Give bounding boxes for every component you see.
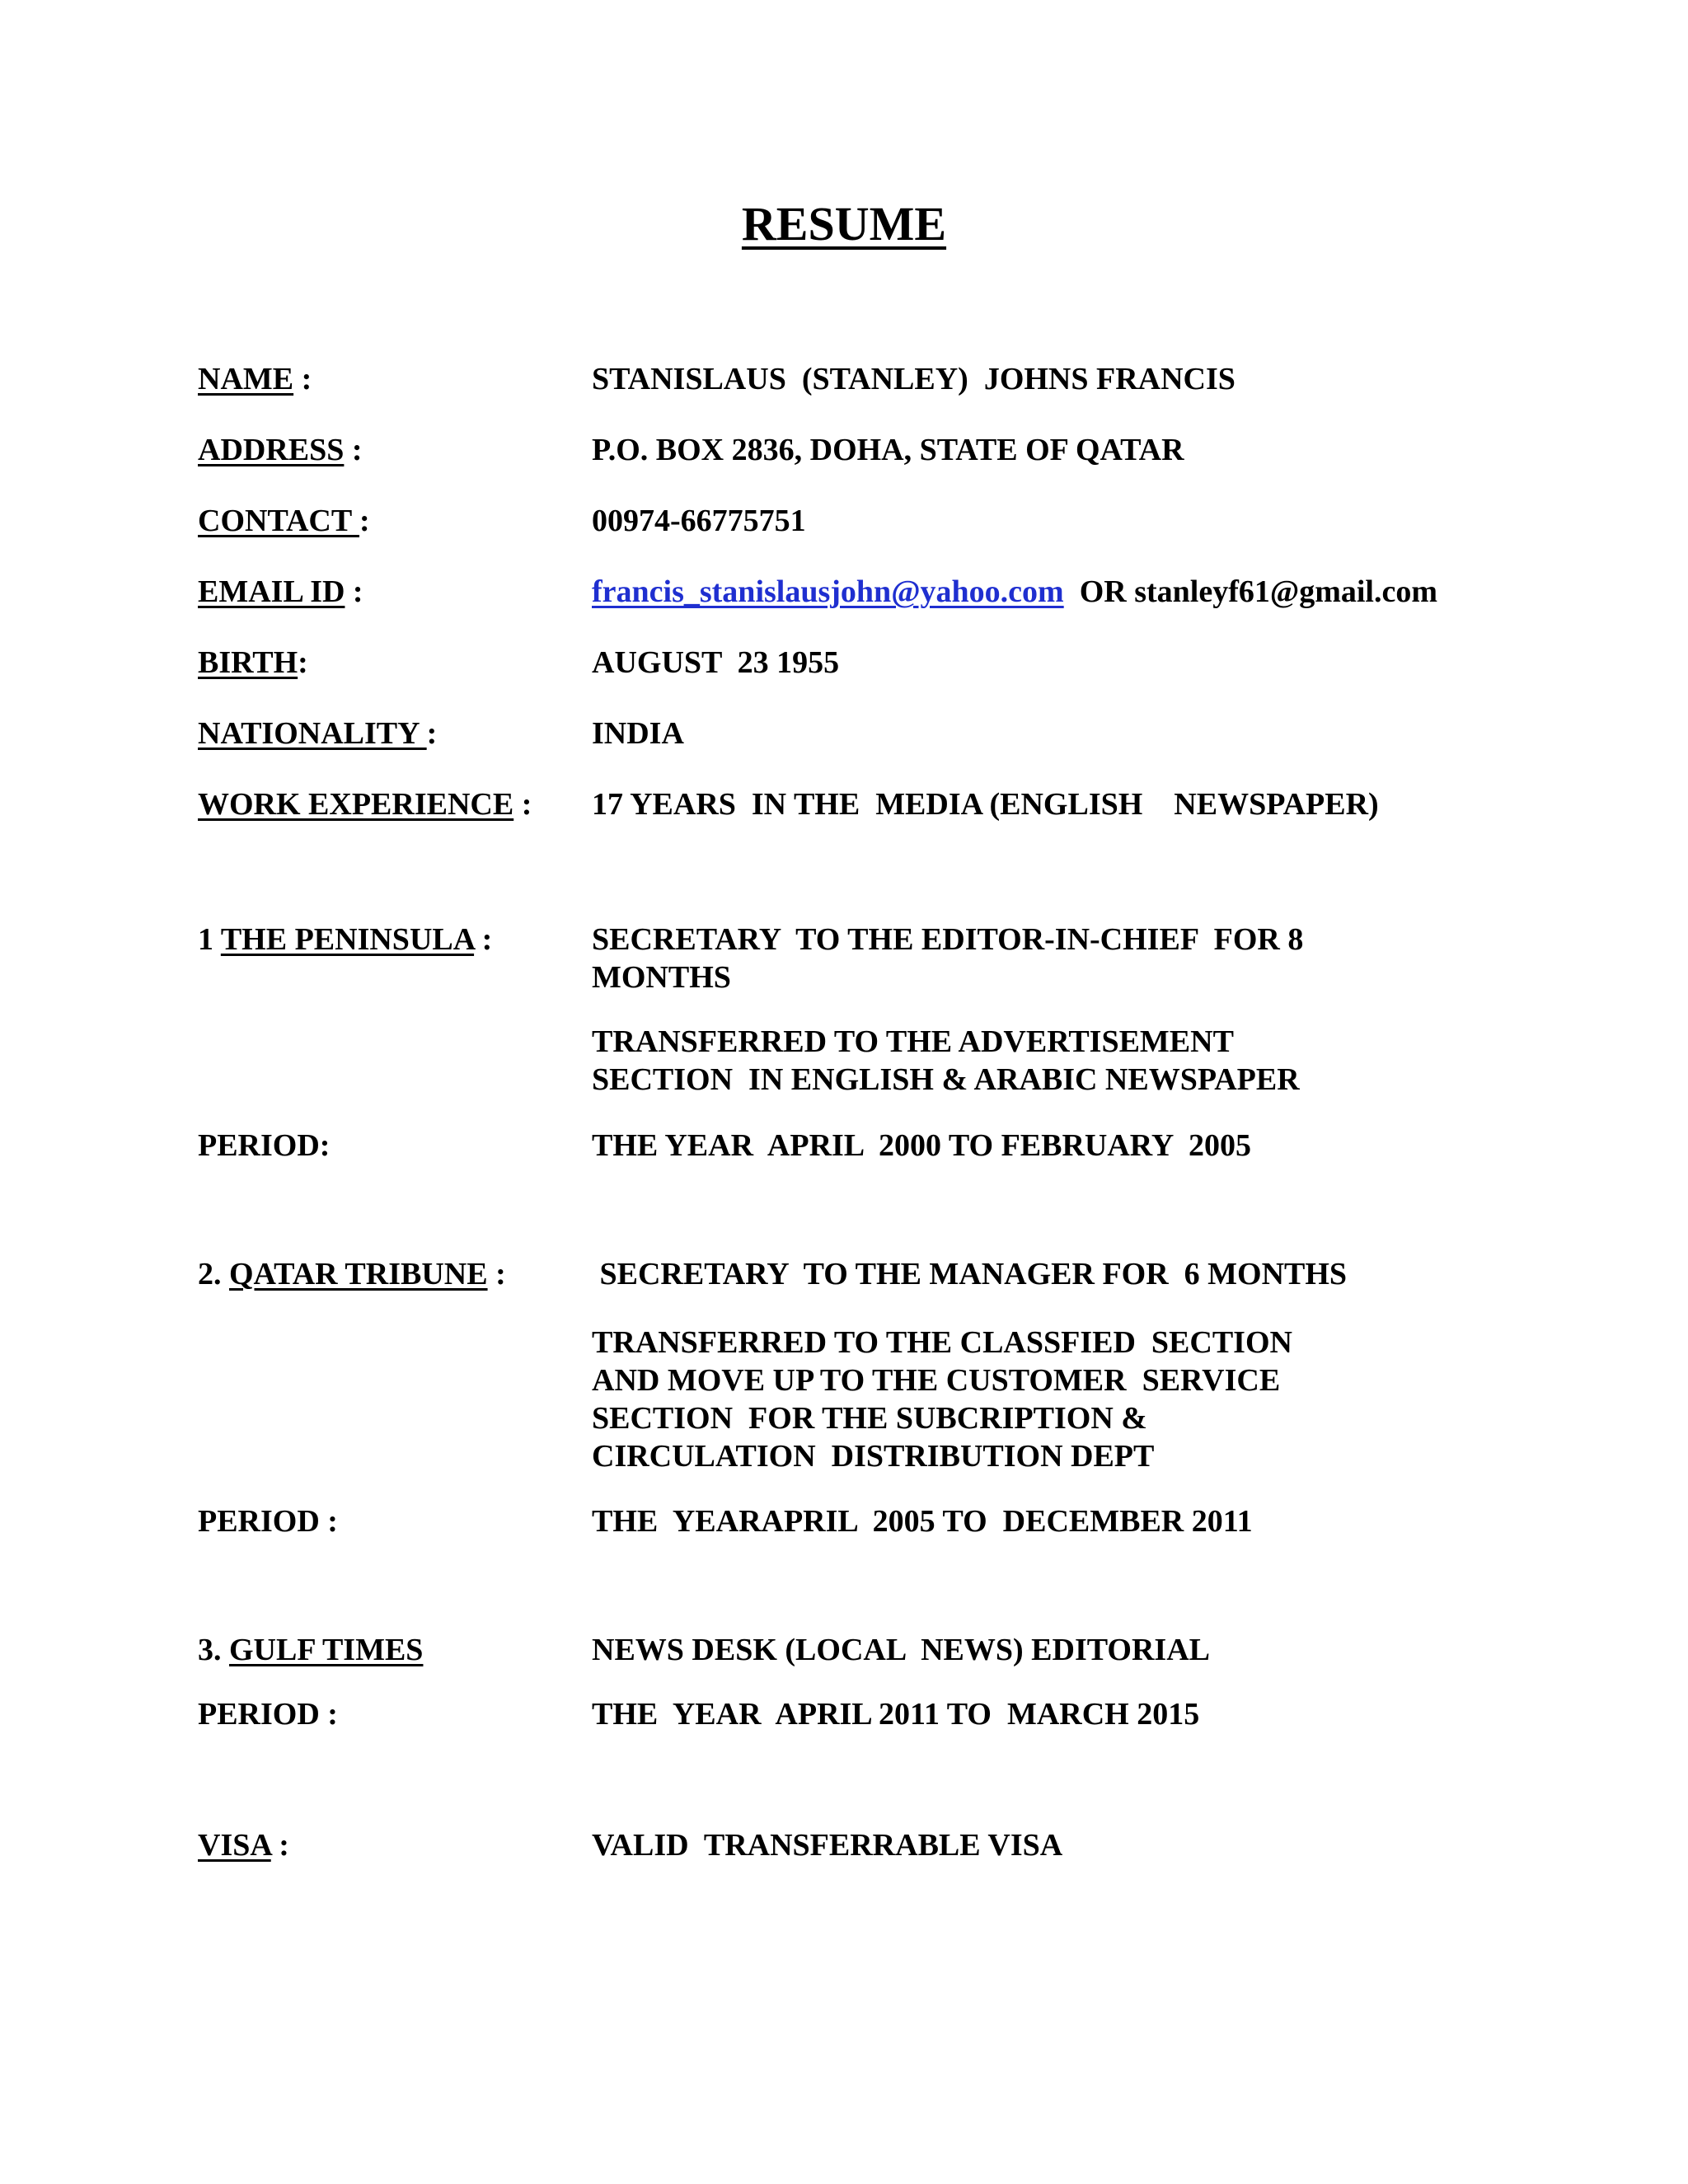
contact-value: 00974-66775751 — [592, 504, 806, 538]
job-1-period-label: PERIOD: — [198, 1128, 331, 1163]
nationality-value: INDIA — [592, 716, 684, 751]
job-3-company: 3. GULF TIMES — [198, 1633, 424, 1667]
birth-value: AUGUST 23 1955 — [592, 645, 840, 680]
contact-label: CONTACT : — [198, 504, 370, 538]
job-1-company: 1 THE PENINSULA : — [198, 922, 493, 957]
name-value: STANISLAUS (STANLEY) JOHNS FRANCIS — [592, 362, 1236, 396]
visa-label: VISA : — [198, 1828, 289, 1863]
email-label: EMAIL ID : — [198, 574, 363, 609]
page-title: RESUME — [741, 197, 947, 251]
visa-value: VALID TRANSFERRABLE VISA — [592, 1828, 1063, 1863]
address-value: P.O. BOX 2836, DOHA, STATE OF QATAR — [592, 433, 1184, 467]
job-3-period-value: THE YEAR APRIL 2011 TO MARCH 2015 — [592, 1697, 1200, 1732]
job-1-period-value: THE YEAR APRIL 2000 TO FEBRUARY 2005 — [592, 1128, 1251, 1163]
job-2-company: 2. QATAR TRIBUNE : — [198, 1257, 506, 1291]
work-experience-label: WORK EXPERIENCE : — [198, 787, 532, 822]
job-2-period-label: PERIOD : — [198, 1504, 338, 1539]
job-3-period-label: PERIOD : — [198, 1697, 338, 1732]
email-value: francis_stanislausjohn@yahoo.com OR stanleyf61@gmail.com — [592, 574, 1437, 609]
email-secondary: stanleyf61@gmail.com — [1134, 574, 1437, 609]
work-experience-value: 17 YEARS IN THE MEDIA (ENGLISH NEWSPAPER) — [592, 787, 1379, 822]
job-2-period-value: THE YEARAPRIL 2005 TO DECEMBER 2011 — [592, 1504, 1253, 1539]
birth-label: BIRTH: — [198, 645, 308, 680]
job-3-role: NEWS DESK (LOCAL NEWS) EDITORIAL — [592, 1633, 1210, 1667]
name-label: NAME : — [198, 362, 312, 396]
job-2-role: SECRETARY TO THE MANAGER FOR 6 MONTHS — [592, 1257, 1348, 1291]
nationality-label: NATIONALITY : — [198, 716, 438, 751]
email-primary-link[interactable]: francis_stanislausjohn@yahoo.com — [592, 574, 1064, 609]
job-1-role: SECRETARY TO THE EDITOR-IN-CHIEF FOR 8 MONTHS — [592, 922, 1304, 995]
address-label: ADDRESS : — [198, 433, 363, 467]
resume-page: RESUME NAME : STANISLAUS (STANLEY) JOHNS FRANCIS ADDRESS : P.O. BOX 2836, DOHA, STATE OF QATAR CONTACT : 00974-66775751 EMAIL ID : francis_stanislausjohn@yahoo.com OR stanleyf61@gmail.com BIRTH: AUGUST 23 1955 NATIONALITY : INDIA WORK EXPERIENCE : 17 YEARS IN THE MEDIA (ENGLISH NEWSPAPER) 1 THE PENINSULA : SECRETARY TO THE EDITOR-IN-CHIEF FOR 8 MONTHS TRANSFERRED TO THE ADVERTISEMENT SECTION IN ENGLISH & ARABIC NEWSPAPER PERIOD: THE YEAR APRIL 2000 TO FEBRUARY 2005 2. QATAR TRIBUNE : SECRETARY TO THE MANAGER FOR 6 MONTHS TRANSFERRED TO THE CLASSFIED SECTION AND MOVE UP TO THE CUSTOMER SERVICE SECTION FOR THE SUBCRIPTION & CIRCULATION DISTRIBUTION DEPT PERIOD : THE YEARAPRIL 2005 TO DECEMBER 2011 3. GULF TIMES NEWS DESK (LOCAL NEWS) EDITORIAL PERIOD : THE YEAR APRIL 2011 TO MARCH 2015 VISA : VALID TRANSFERRABLE VISA — [0, 0, 1688, 2184]
